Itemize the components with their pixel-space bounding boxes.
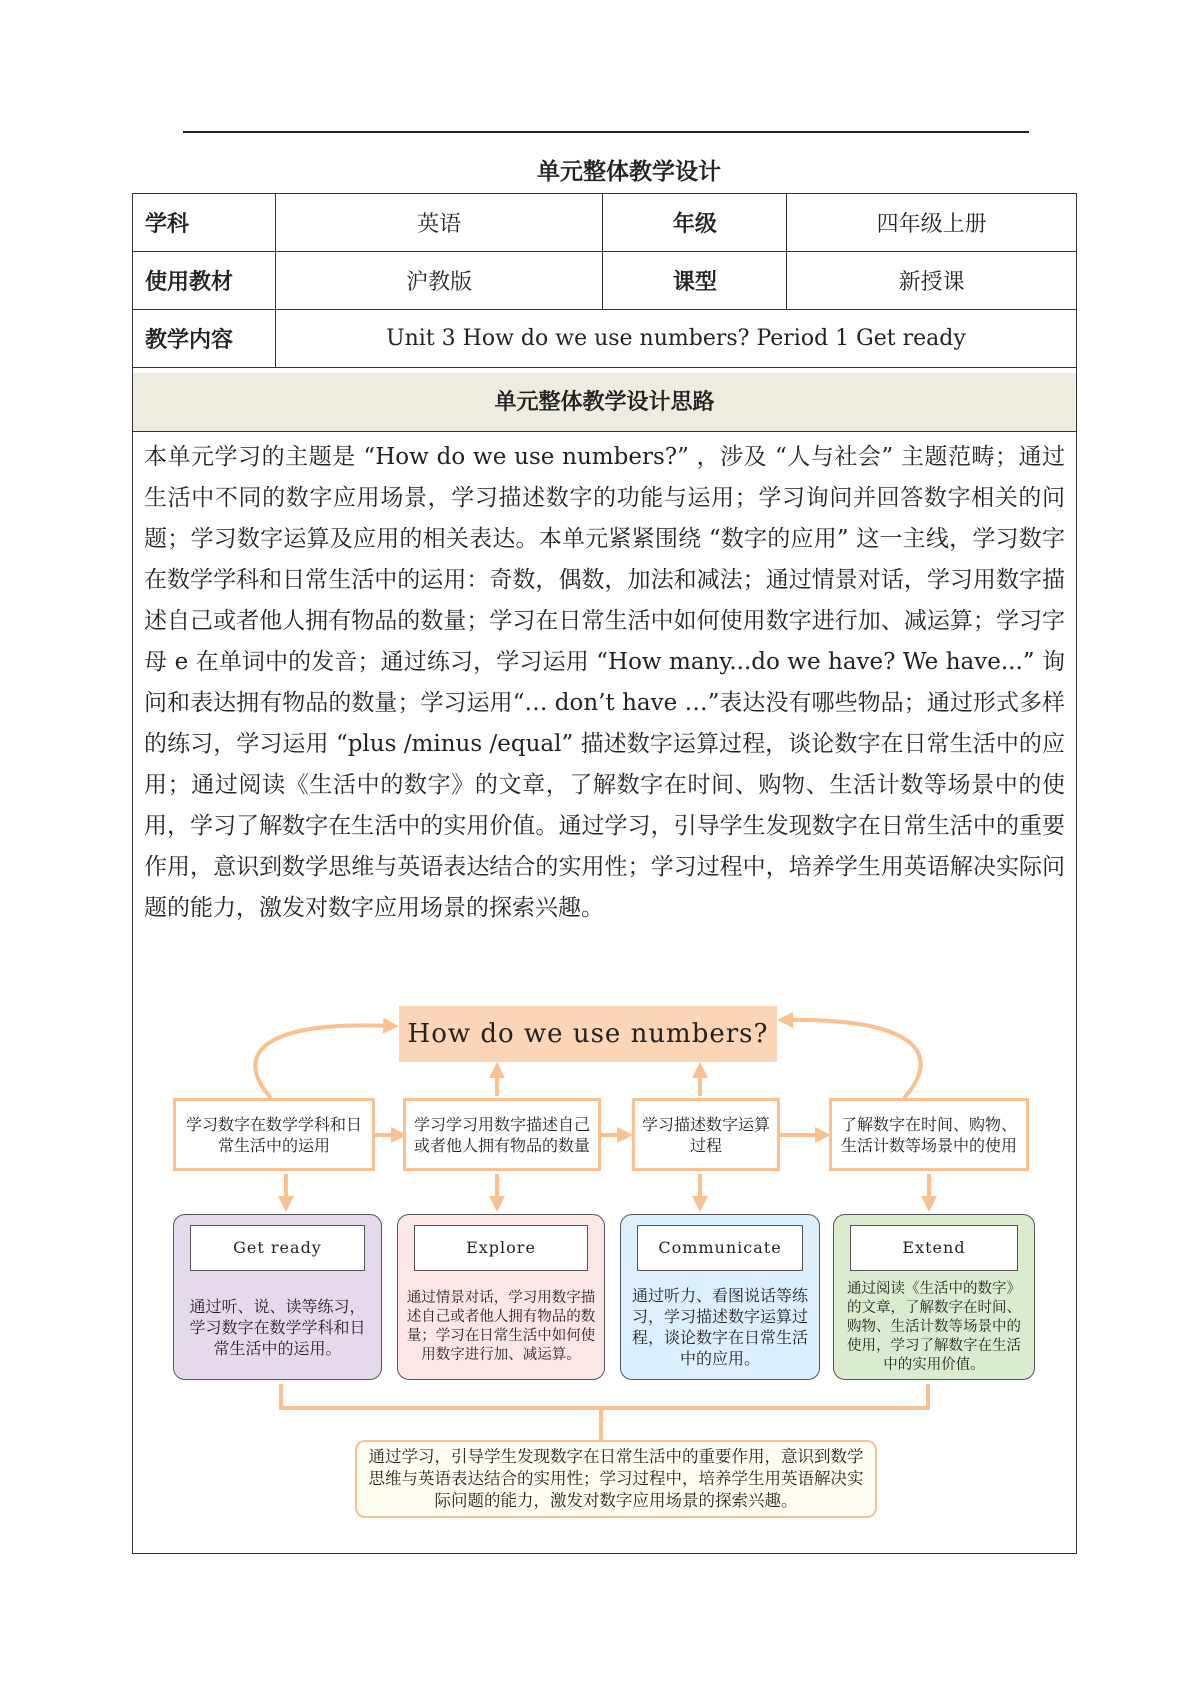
textbook-value: 沪教版: [275, 252, 603, 310]
lesson-type-value: 新授课: [787, 252, 1077, 310]
lesson-type-label: 课型: [603, 252, 787, 310]
grade-label: 年级: [603, 194, 787, 252]
step-box-1: [173, 1098, 375, 1171]
step-text: 学习描述数字运算过程: [641, 1114, 770, 1155]
summary-text: 通过学习，引导学生发现数字在日常生活中的重要作用，意识到数学思维与英语表达结合的实用性；学习过程中，培养学生用英语解决实际问题的能力，激发对数字应用场景的探索兴趣。: [368, 1447, 864, 1510]
card-explore: [397, 1214, 605, 1380]
card-title: Explore: [414, 1225, 588, 1271]
step-text: 学习学习用数字描述自己或者他人拥有物品的数量: [413, 1114, 590, 1155]
step-box-3: [632, 1098, 780, 1171]
subject-label: 学科: [133, 194, 276, 252]
card-title: Extend: [850, 1225, 1018, 1271]
textbook-label: 使用教材: [133, 252, 276, 310]
card-body: 通过阅读《生活中的数字》的文章，了解数字在时间、购物、生活计数等场景中的使用，学习了解数字在生活中的实用价值。: [847, 1280, 1021, 1373]
document-title: 单元整体教学设计: [537, 158, 721, 185]
card-body: 通过听力、看图说话等练习，学习描述数字运算过程，谈论数字在日常生活中的应用。: [631, 1286, 808, 1368]
card-body: 通过情景对话，学习用数字描述自己或者他人拥有物品的数量；学习在日常生活中如何使用数字进行加、减运算。: [406, 1290, 596, 1363]
grade-value: 四年级上册: [787, 194, 1077, 252]
summary-box: [355, 1440, 877, 1518]
design-paragraph: [144, 437, 1065, 929]
concept-diagram: [165, 998, 1045, 1528]
paragraph-text: 本单元学习的主题是 “How do we use numbers?” ，涉及 “人与社会” 主题范畴；通过生活中不同的数字应用场景，学习描述数字的功能与运用；学习询问并回答数字相关的问题；学习数字运算及应用的相关表达。本单元紧紧围绕 “数字的应用” 这一主线，学习数字在数学学科和日常生活中的运用：奇数，偶数，加法和减法；通过情景对话，学习用数字描述自己或者他人拥有物品的数量；学习在日常生活中如何使用数字进行加、减运算；学习字母 e 在单词中的发音；通过练习，学习运用 “How many...do we have? We have...” 询问和表达拥有物品的数量；学习运用“… don’t have …”表达没有哪些物品；通过形式多样的练习，学习运用 “plus /minus /equal” 描述数字运算过程，谈论数字在日常生活中的应用；通过阅读《生活中的数字》的文章，了解数字在时间、购物、生活计数等场景中的使用，学习了解数字在生活中的实用价值。通过学习，引导学生发现数字在日常生活中的重要作用，意识到数学思维与英语表达结合的实用性；学习过程中，培养学生用英语解决实际问题的能力，激发对数字应用场景的探索兴趣。: [144, 444, 1065, 921]
card-communicate: [620, 1214, 820, 1380]
card-title: Get ready: [190, 1225, 365, 1271]
step-box-4: [829, 1098, 1029, 1171]
step-box-2: [403, 1098, 601, 1171]
step-text: 了解数字在时间、购物、生活计数等场景中的使用: [840, 1114, 1017, 1155]
header-rule: [183, 131, 1029, 133]
card-title: Communicate: [637, 1225, 803, 1271]
bottom-bracket: [281, 1384, 928, 1408]
section-heading: 单元整体教学设计思路: [133, 373, 1076, 432]
diagram-heading: How do we use numbers?: [399, 1006, 777, 1062]
content-label: 教学内容: [133, 310, 276, 368]
step-text: 学习数字在数学学科和日常生活中的运用: [185, 1114, 362, 1155]
card-body: 通过听、说、读等练习，学习数字在数学学科和日常生活中的运用。: [189, 1296, 366, 1358]
card-get-ready: [173, 1214, 382, 1380]
card-extend: [833, 1214, 1035, 1380]
loop-arrow-left: [255, 1025, 391, 1098]
loop-arrow-right: [785, 1020, 921, 1098]
subject-value: 英语: [275, 194, 603, 252]
content-value: Unit 3 How do we use numbers? Period 1 Get ready: [275, 310, 1076, 368]
